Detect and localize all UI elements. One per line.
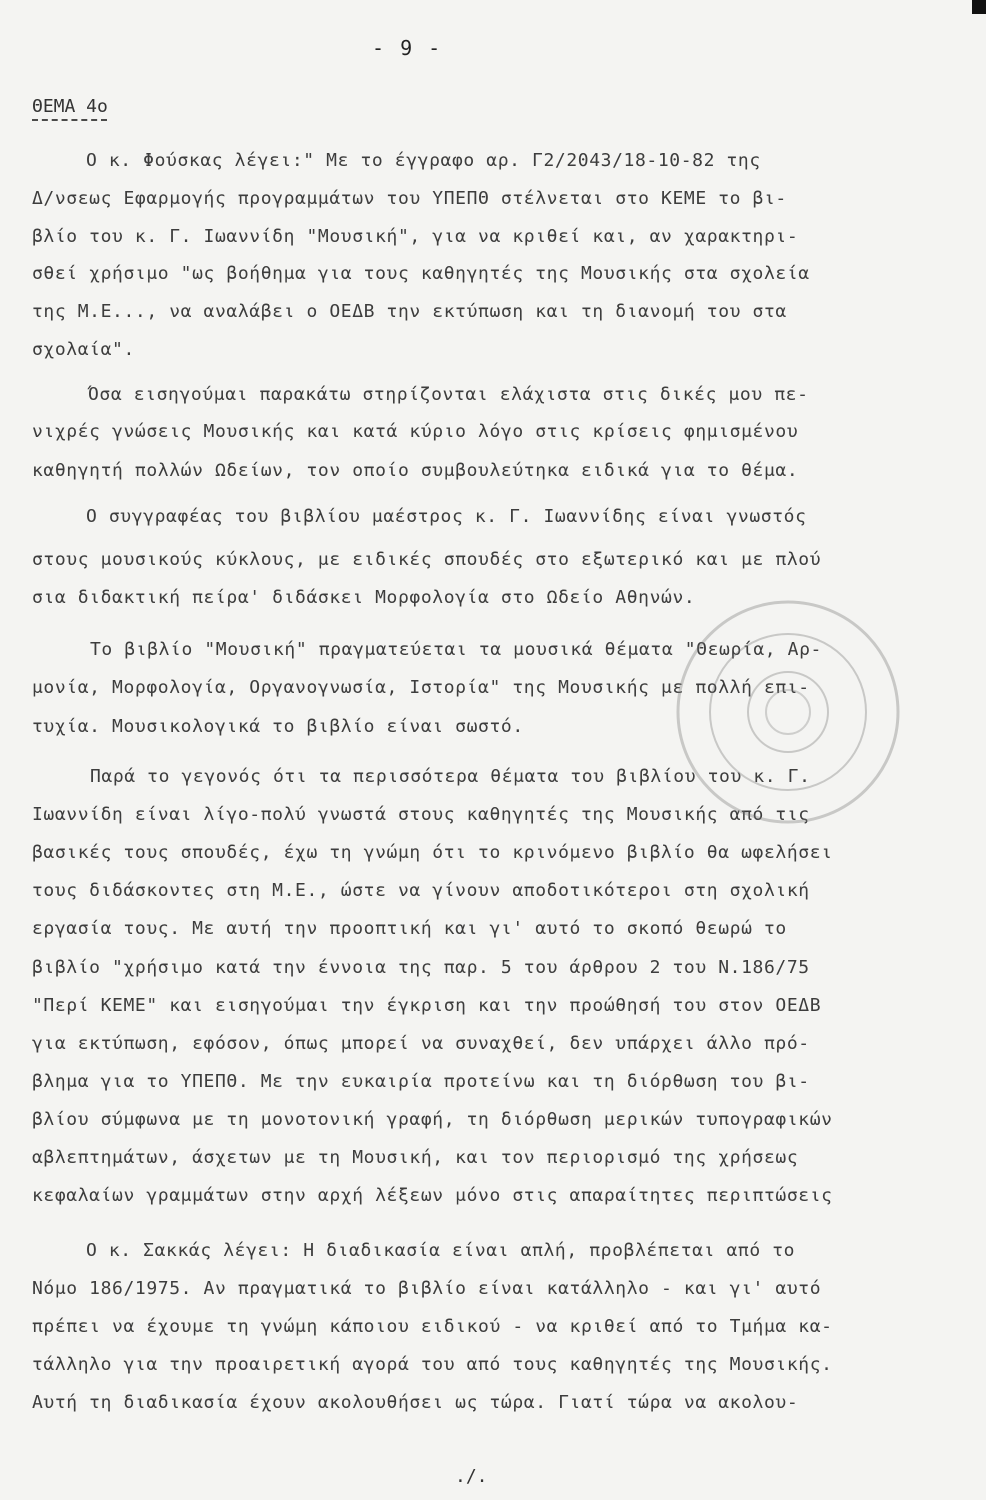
text-line: Παρά το γεγονός ότι τα περισσότερα θέματα του βιβλίου του κ. Γ. (90, 766, 811, 787)
continuation-mark: ./. (455, 1466, 488, 1487)
text-line: βλίου σύμφωνα με τη μονοτονική γραφή, τη διόρθωση μερικών τυπογραφικών (32, 1109, 833, 1130)
text-line: Νόμο 186/1975. Αν πραγματικά το βιβλίο είναι κατάλληλο - και γι' αυτό (32, 1278, 822, 1299)
official-stamp (668, 592, 908, 832)
text-line: βλίο του κ. Γ. Ιωαννίδη "Μουσική", για να κριθεί και, αν χαρακτηρι- (32, 226, 799, 247)
text-line: βλημα για το ΥΠΕΠΘ. Με την ευκαιρία προτείνω και τη διόρθωση του βι- (32, 1071, 810, 1092)
text-line: στους μουσικούς κύκλους, με ειδικές σπουδές στο εξωτερικό και με πλού (32, 549, 822, 570)
text-line: Το βιβλίο "Μουσική" πραγματεύεται τα μουσικά θέματα "Θεωρία, Αρ- (90, 639, 822, 660)
text-line: νιχρές γνώσεις Μουσικής και κατά κύριο λόγο στις κρίσεις φημισμένου (32, 421, 799, 442)
text-line: τους διδάσκοντες στη Μ.Ε., ώστε να γίνουν αποδοτικότεροι στη σχολική (32, 880, 810, 901)
text-line: σχολαία". (32, 339, 135, 360)
text-line: για εκτύπωση, εφόσον, όπως μπορεί να συναχθεί, δεν υπάρχει άλλο πρό- (32, 1033, 810, 1054)
text-line: αβλεπτημάτων, άσχετων με τη Μουσική, και τον περιορισμό της χρήσεως (32, 1147, 799, 1168)
text-line: τυχία. Μουσικολογικά το βιβλίο είναι σωστό. (32, 716, 524, 737)
text-line: σθεί χρήσιμο "ως βοήθημα για τους καθηγητές της Μουσικής στα σχολεία (32, 263, 810, 284)
text-line: Όσα εισηγούμαι παρακάτω στηρίζονται ελάχιστα στις δικές μου πε- (88, 384, 809, 405)
text-line: Ιωαννίδη είναι λίγο-πολύ γνωστά στους καθηγητές της Μουσικής από τις (32, 804, 810, 825)
page-number: - 9 - (372, 36, 443, 60)
text-line: βασικές τους σπουδές, έχω τη γνώμη ότι το κρινόμενο βιβλίο θα ωφελήσει (32, 842, 833, 863)
text-line: τάλληλο για την προαιρετική αγορά του από τους καθηγητές της Μουσικής. (32, 1354, 833, 1375)
text-line: πρέπει να έχουμε τη γνώμη κάποιου ειδικού - να κριθεί από το Τμήμα κα- (32, 1316, 833, 1337)
text-line: Αυτή τη διαδικασία έχουν ακολουθήσει ως τώρα. Γιατί τώρα να ακολου- (32, 1392, 799, 1413)
text-line: Ο συγγραφέας του βιβλίου μαέστρος κ. Γ. Ιωαννίδης είναι γνωστός (86, 506, 807, 527)
section-heading: ΘΕΜΑ 4ο (32, 96, 108, 117)
text-line: της Μ.Ε..., να αναλάβει ο ΟΕΔΒ την εκτύπωση και τη διανομή του στα (32, 301, 787, 322)
text-line: εργασία τους. Με αυτή την προοπτική και γι' αυτό το σκοπό θεωρώ το (32, 918, 787, 939)
text-line: μονία, Μορφολογία, Οργανογνωσία, Ιστορία" της Μουσικής με πολλή επι- (32, 677, 810, 698)
text-line: σια διδακτική πείρα' διδάσκει Μορφολογία στο Ωδείο Αθηνών. (32, 587, 696, 608)
text-line: καθηγητή πολλών Ωδείων, τον οποίο συμβουλεύτηκα ειδικά για το θέμα. (32, 460, 799, 481)
text-line: βιβλίο "χρήσιμο κατά την έννοια της παρ. 5 του άρθρου 2 του Ν.186/75 (32, 957, 810, 978)
text-line: "Περί ΚΕΜΕ" και εισηγούμαι την έγκριση και την προώθησή του στον ΟΕΔΒ (32, 995, 822, 1016)
text-line: Ο κ. Φούσκας λέγει:" Με το έγγραφο αρ. Γ2/2043/18-10-82 της (86, 150, 761, 171)
page-edge-mark (972, 0, 986, 14)
text-line: κεφαλαίων γραμμάτων στην αρχή λέξεων μόνο στις απαραίτητες περιπτώσεις (32, 1185, 833, 1206)
text-line: Δ/νσεως Εφαρμογής προγραμμάτων του ΥΠΕΠΘ στέλνεται στο ΚΕΜΕ το βι- (32, 188, 787, 209)
text-line: Ο κ. Σακκάς λέγει: Η διαδικασία είναι απλή, προβλέπεται από το (86, 1240, 796, 1261)
